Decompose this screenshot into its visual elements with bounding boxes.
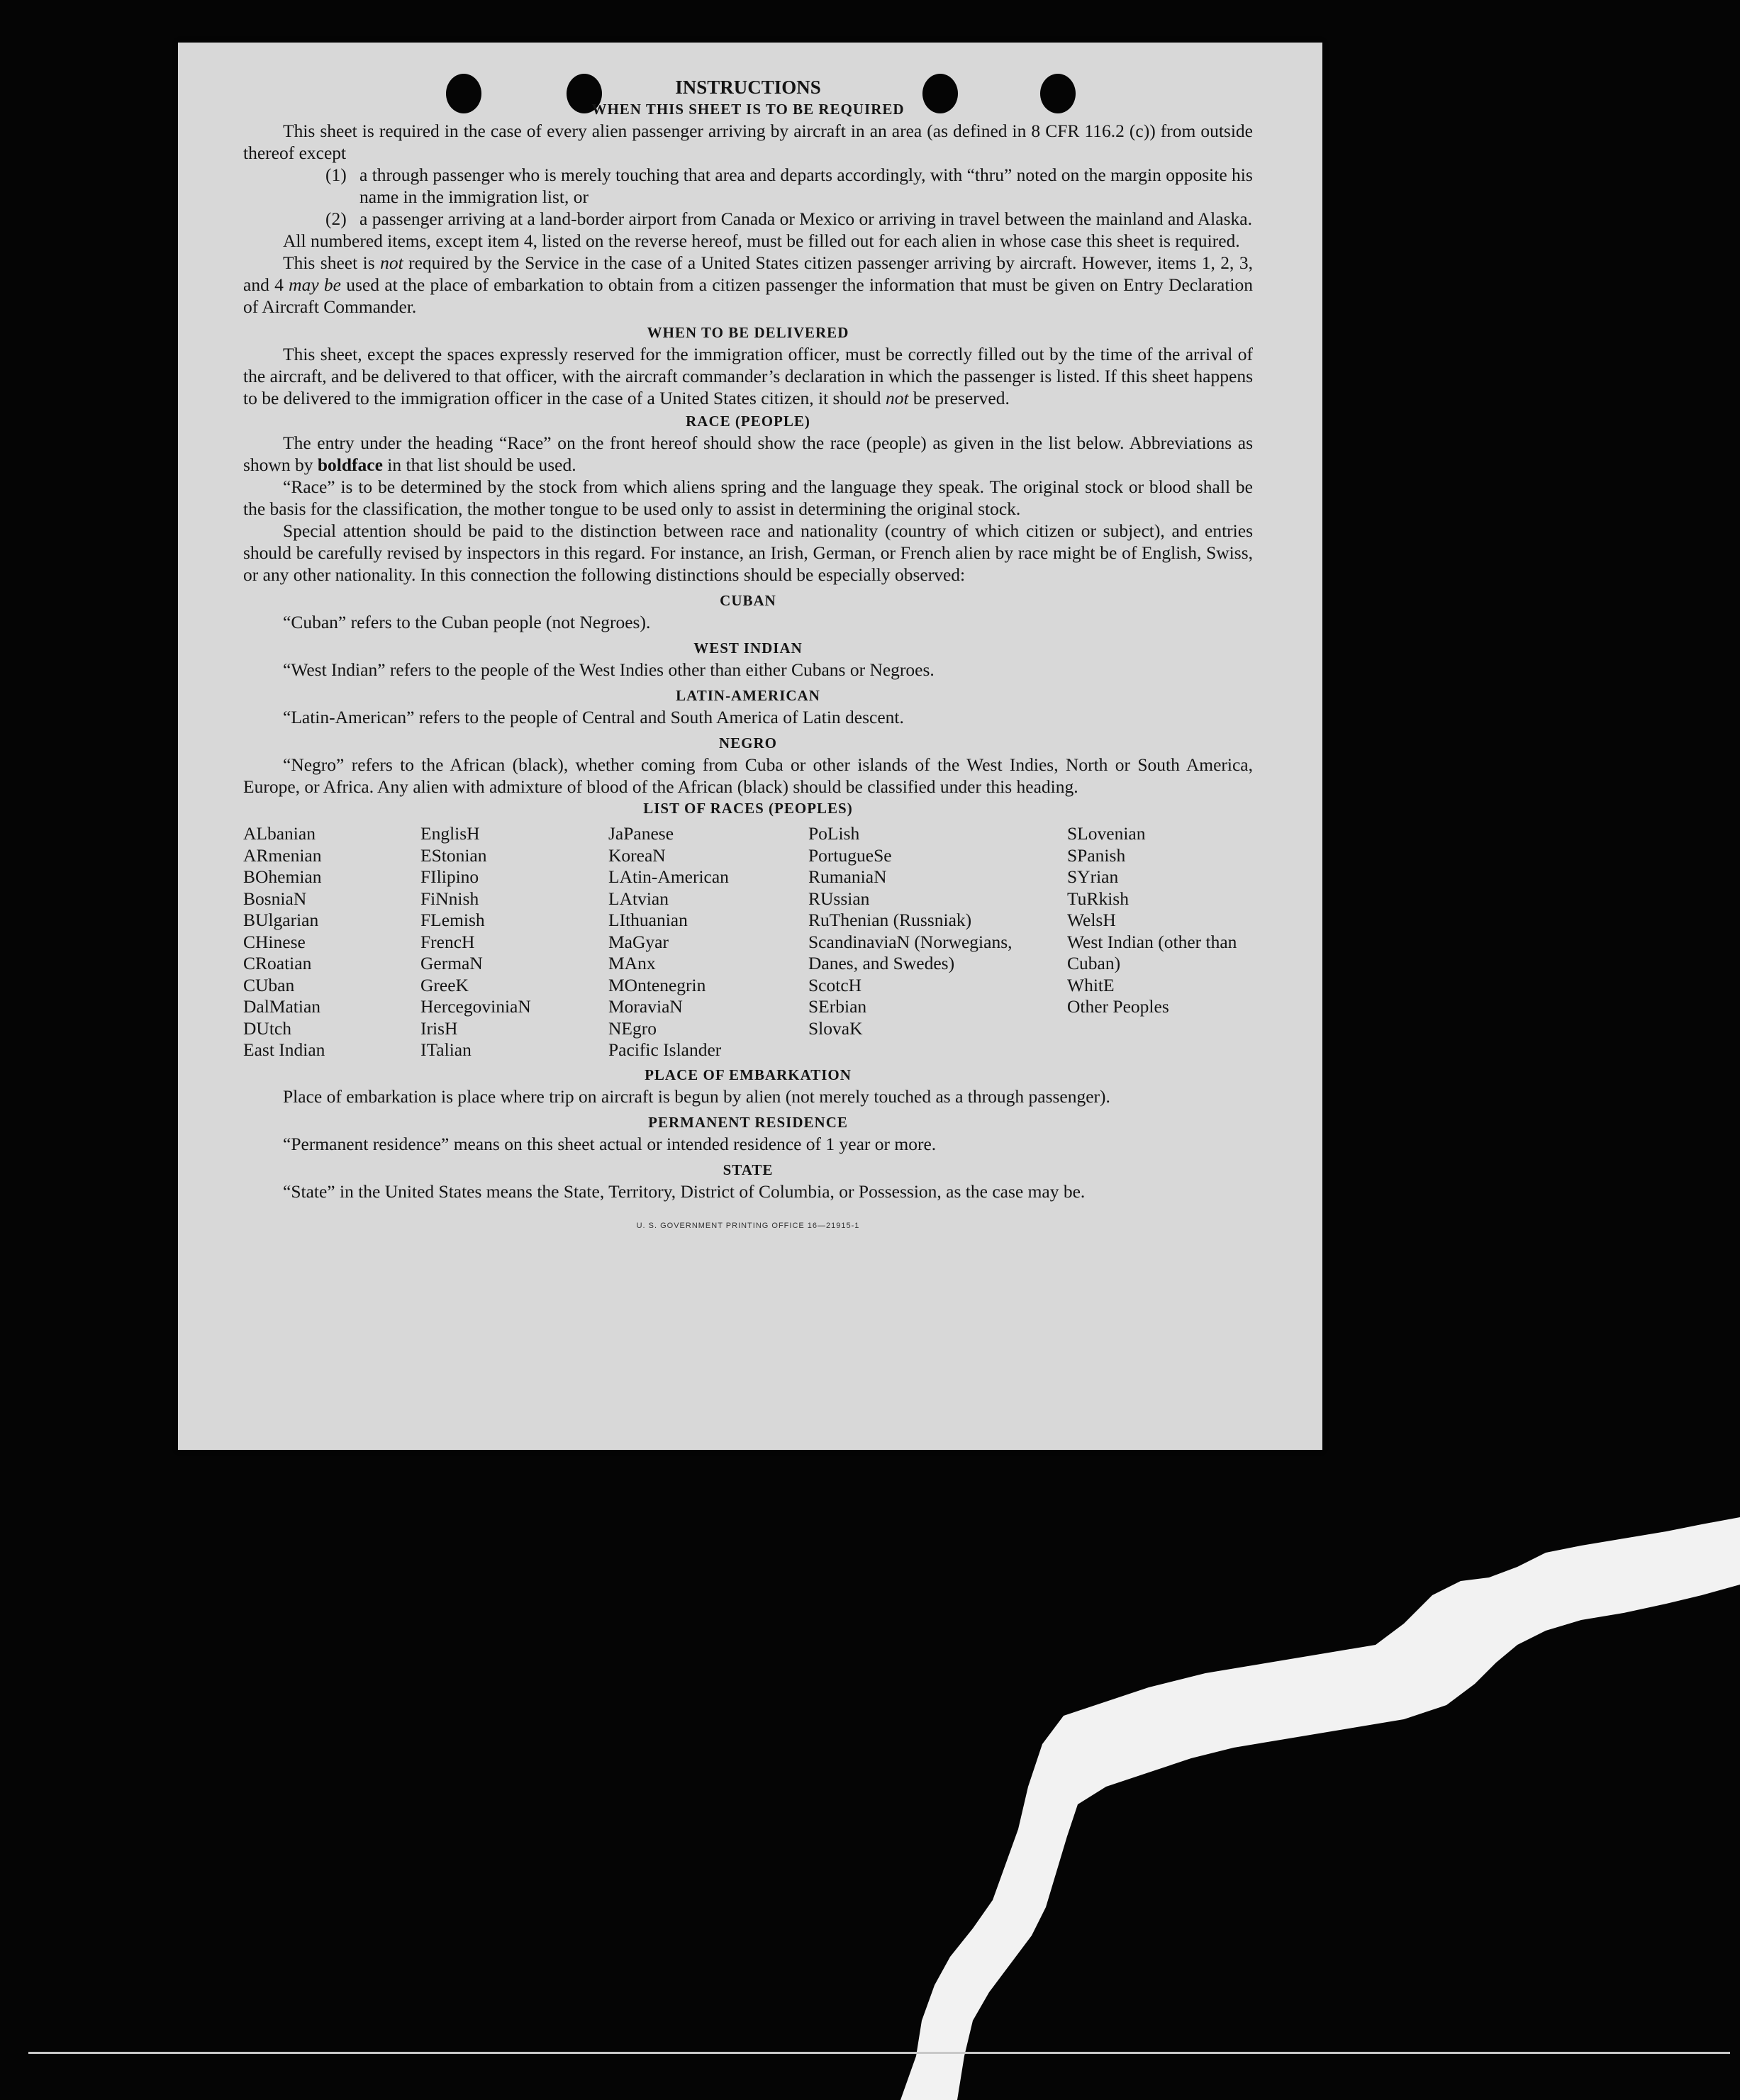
race-item: FIlipino bbox=[420, 866, 479, 887]
heading-required: WHEN THIS SHEET IS TO BE REQUIRED bbox=[591, 101, 905, 118]
race-item: KoreaN bbox=[608, 844, 666, 866]
item-number: (2) bbox=[325, 208, 347, 229]
text-run: This sheet, except the spaces expressly reserved for the immigration officer, must be correctly filled out by the time of the arrival of the aircraft, and be delivered to that officer, with the aircraft commander’s declaration in which the passenger is listed. If this sheet happens to be delivered to the immigration officer in the case of a United States citizen, it should bbox=[243, 344, 1253, 408]
paragraph-numbered-items: All numbered items, except item 4, listed on the reverse hereof, must be filled out for each alien in whose case this sheet is required. bbox=[283, 230, 1240, 251]
race-item: FrencH bbox=[420, 931, 475, 952]
race-item: GermaN bbox=[420, 953, 483, 973]
heading-list-of-races: LIST OF RACES (PEOPLES) bbox=[643, 800, 853, 817]
race-item: PoLish bbox=[808, 823, 860, 844]
paragraph-race-nationality: Special attention should be paid to the distinction between race and nationality (country of which citizen or subject), and entries should be carefully revised by inspectors in this regard. For instance, an Irish, German, or French alien by race might be of English, Swiss, or any other nationality. In this connection the following distinctions should be especially observed: bbox=[243, 520, 1253, 585]
race-item: Pacific Islander bbox=[608, 1039, 722, 1060]
race-item: ARmenian bbox=[243, 844, 322, 866]
race-item: TuRkish bbox=[1067, 888, 1129, 909]
race-item: LAtvian bbox=[608, 888, 669, 909]
paragraph-state: “State” in the United States means the State, Territory, District of Columbia, or Possession, as the case may be. bbox=[283, 1180, 1086, 1202]
race-item: MaGyar bbox=[608, 931, 669, 952]
item-number: (1) bbox=[325, 164, 347, 185]
text-run: may be bbox=[289, 274, 341, 295]
race-item: FiNnish bbox=[420, 888, 479, 909]
race-item: CRoatian bbox=[243, 953, 312, 973]
text-run: not bbox=[380, 252, 403, 273]
race-item: FLemish bbox=[420, 910, 485, 930]
heading-latin-american: LATIN-AMERICAN bbox=[676, 687, 820, 704]
race-item: CUban bbox=[243, 974, 295, 995]
race-item: SLovenian bbox=[1067, 823, 1146, 844]
paragraph-race-stock: “Race” is to be determined by the stock from which aliens spring and the language they speak. The original stock or blood shall be the basis for the classification, the mother tongue to be used only to assist in determining the original stock. bbox=[243, 476, 1253, 519]
race-item: MOntenegrin bbox=[608, 974, 706, 995]
race-item: NEgro bbox=[608, 1017, 657, 1039]
heading-race: RACE (PEOPLE) bbox=[686, 413, 810, 430]
text-run: be preserved. bbox=[908, 388, 1010, 408]
race-item: MoraviaN bbox=[608, 996, 683, 1017]
race-item: DUtch bbox=[243, 1017, 291, 1039]
race-item: ITalian bbox=[420, 1039, 472, 1060]
race-item: IrisH bbox=[420, 1017, 458, 1039]
printer-imprint: U. S. GOVERNMENT PRINTING OFFICE 16—21915-1 bbox=[636, 1221, 860, 1230]
race-item: CHinese bbox=[243, 931, 306, 952]
race-item: West Indian (other than Cuban) bbox=[1067, 931, 1237, 973]
heading-delivered: WHEN TO BE DELIVERED bbox=[647, 324, 849, 341]
text-run: in that list should be used. bbox=[382, 454, 576, 475]
race-item: WhitE bbox=[1067, 974, 1115, 995]
text-run: required by the Service in the case of a United States citizen passenger arriving by aircraft. However, items 1, 2, 3, and 4 bbox=[243, 252, 1253, 295]
race-item: BUlgarian bbox=[243, 910, 319, 930]
heading-cuban: CUBAN bbox=[720, 592, 776, 609]
text-run: not bbox=[885, 388, 909, 408]
race-item: SlovaK bbox=[808, 1017, 863, 1039]
race-item: ScotcH bbox=[808, 974, 862, 995]
race-item: ScandinaviaN (Norwegians, Danes, and Swedes) bbox=[808, 931, 1013, 973]
heading-permanent-residence: PERMANENT RESIDENCE bbox=[648, 1113, 848, 1131]
race-item: SYrian bbox=[1067, 866, 1119, 887]
text-run: The entry under the heading “Race” on the front hereof should show the race (people) as given in the list below. Abbreviations as shown by bbox=[243, 432, 1253, 475]
text-run: boldface bbox=[317, 454, 383, 475]
race-item: GreeK bbox=[420, 974, 469, 995]
race-item: BosniaN bbox=[243, 888, 307, 909]
definition-cuban: “Cuban” refers to the Cuban people (not Negroes). bbox=[283, 612, 651, 632]
definition-negro: “Negro” refers to the African (black), whether coming from Cuba or other islands of the West Indies, North or South America, Europe, or Africa. Any alien with admixture of blood of the African (black) should be classified under this heading. bbox=[243, 754, 1253, 797]
race-item: EnglisH bbox=[420, 823, 480, 844]
race-item: DalMatian bbox=[243, 996, 321, 1017]
race-item: PortugueSe bbox=[808, 844, 892, 866]
race-item: RUssian bbox=[808, 888, 870, 909]
race-item: MAnx bbox=[608, 953, 656, 973]
paragraph-permanent-residence: “Permanent residence” means on this sheet actual or intended residence of 1 year or more. bbox=[283, 1133, 937, 1154]
item-text: a through passenger who is merely touching that area and departs accordingly, with “thru” noted on the margin opposite his name in the immigration list, or bbox=[359, 164, 1253, 207]
race-item: HercegoviniaN bbox=[420, 996, 531, 1017]
item-text: a passenger arriving at a land-border airport from Canada or Mexico or arriving in travel between the mainland and Alaska. bbox=[359, 208, 1252, 229]
heading-state: STATE bbox=[723, 1161, 774, 1178]
race-item: EStonian bbox=[420, 844, 487, 866]
race-item: SPanish bbox=[1067, 844, 1126, 866]
race-item: Other Peoples bbox=[1067, 996, 1169, 1017]
heading-west-indian: WEST INDIAN bbox=[693, 640, 803, 657]
race-item: BOhemian bbox=[243, 866, 322, 887]
definition-west-indian: “West Indian” refers to the people of the West Indies other than either Cubans or Negroes. bbox=[283, 659, 935, 680]
text-run: This sheet is bbox=[283, 252, 381, 273]
race-item: East Indian bbox=[243, 1039, 325, 1060]
race-item: LIthuanian bbox=[608, 910, 688, 930]
race-item: WelsH bbox=[1067, 910, 1116, 930]
heading-embarkation: PLACE OF EMBARKATION bbox=[645, 1066, 852, 1083]
text-run: used at the place of embarkation to obtain from a citizen passenger the information that must be given on Entry Declaration of Aircraft Commander. bbox=[243, 274, 1253, 317]
definition-latin-american: “Latin-American” refers to the people of Central and South America of Latin descent. bbox=[283, 707, 904, 727]
heading-negro: NEGRO bbox=[718, 735, 777, 752]
race-item: ALbanian bbox=[243, 823, 316, 844]
bottom-edge-line bbox=[28, 2052, 1730, 2054]
page-title: INSTRUCTIONS bbox=[675, 77, 821, 98]
race-item: LAtin-American bbox=[608, 866, 729, 887]
race-item: RumaniaN bbox=[808, 866, 887, 887]
paragraph-required: This sheet is required in the case of every alien passenger arriving by aircraft in an area (as defined in 8 CFR 116.2 (c)) from outside thereof except bbox=[243, 121, 1253, 163]
race-item: JaPanese bbox=[608, 823, 674, 844]
paragraph-embarkation: Place of embarkation is place where trip on aircraft is begun by alien (not merely touched as a through passenger). bbox=[283, 1085, 1110, 1107]
race-item: SErbian bbox=[808, 996, 867, 1017]
race-item: RuThenian (Russniak) bbox=[808, 910, 972, 930]
